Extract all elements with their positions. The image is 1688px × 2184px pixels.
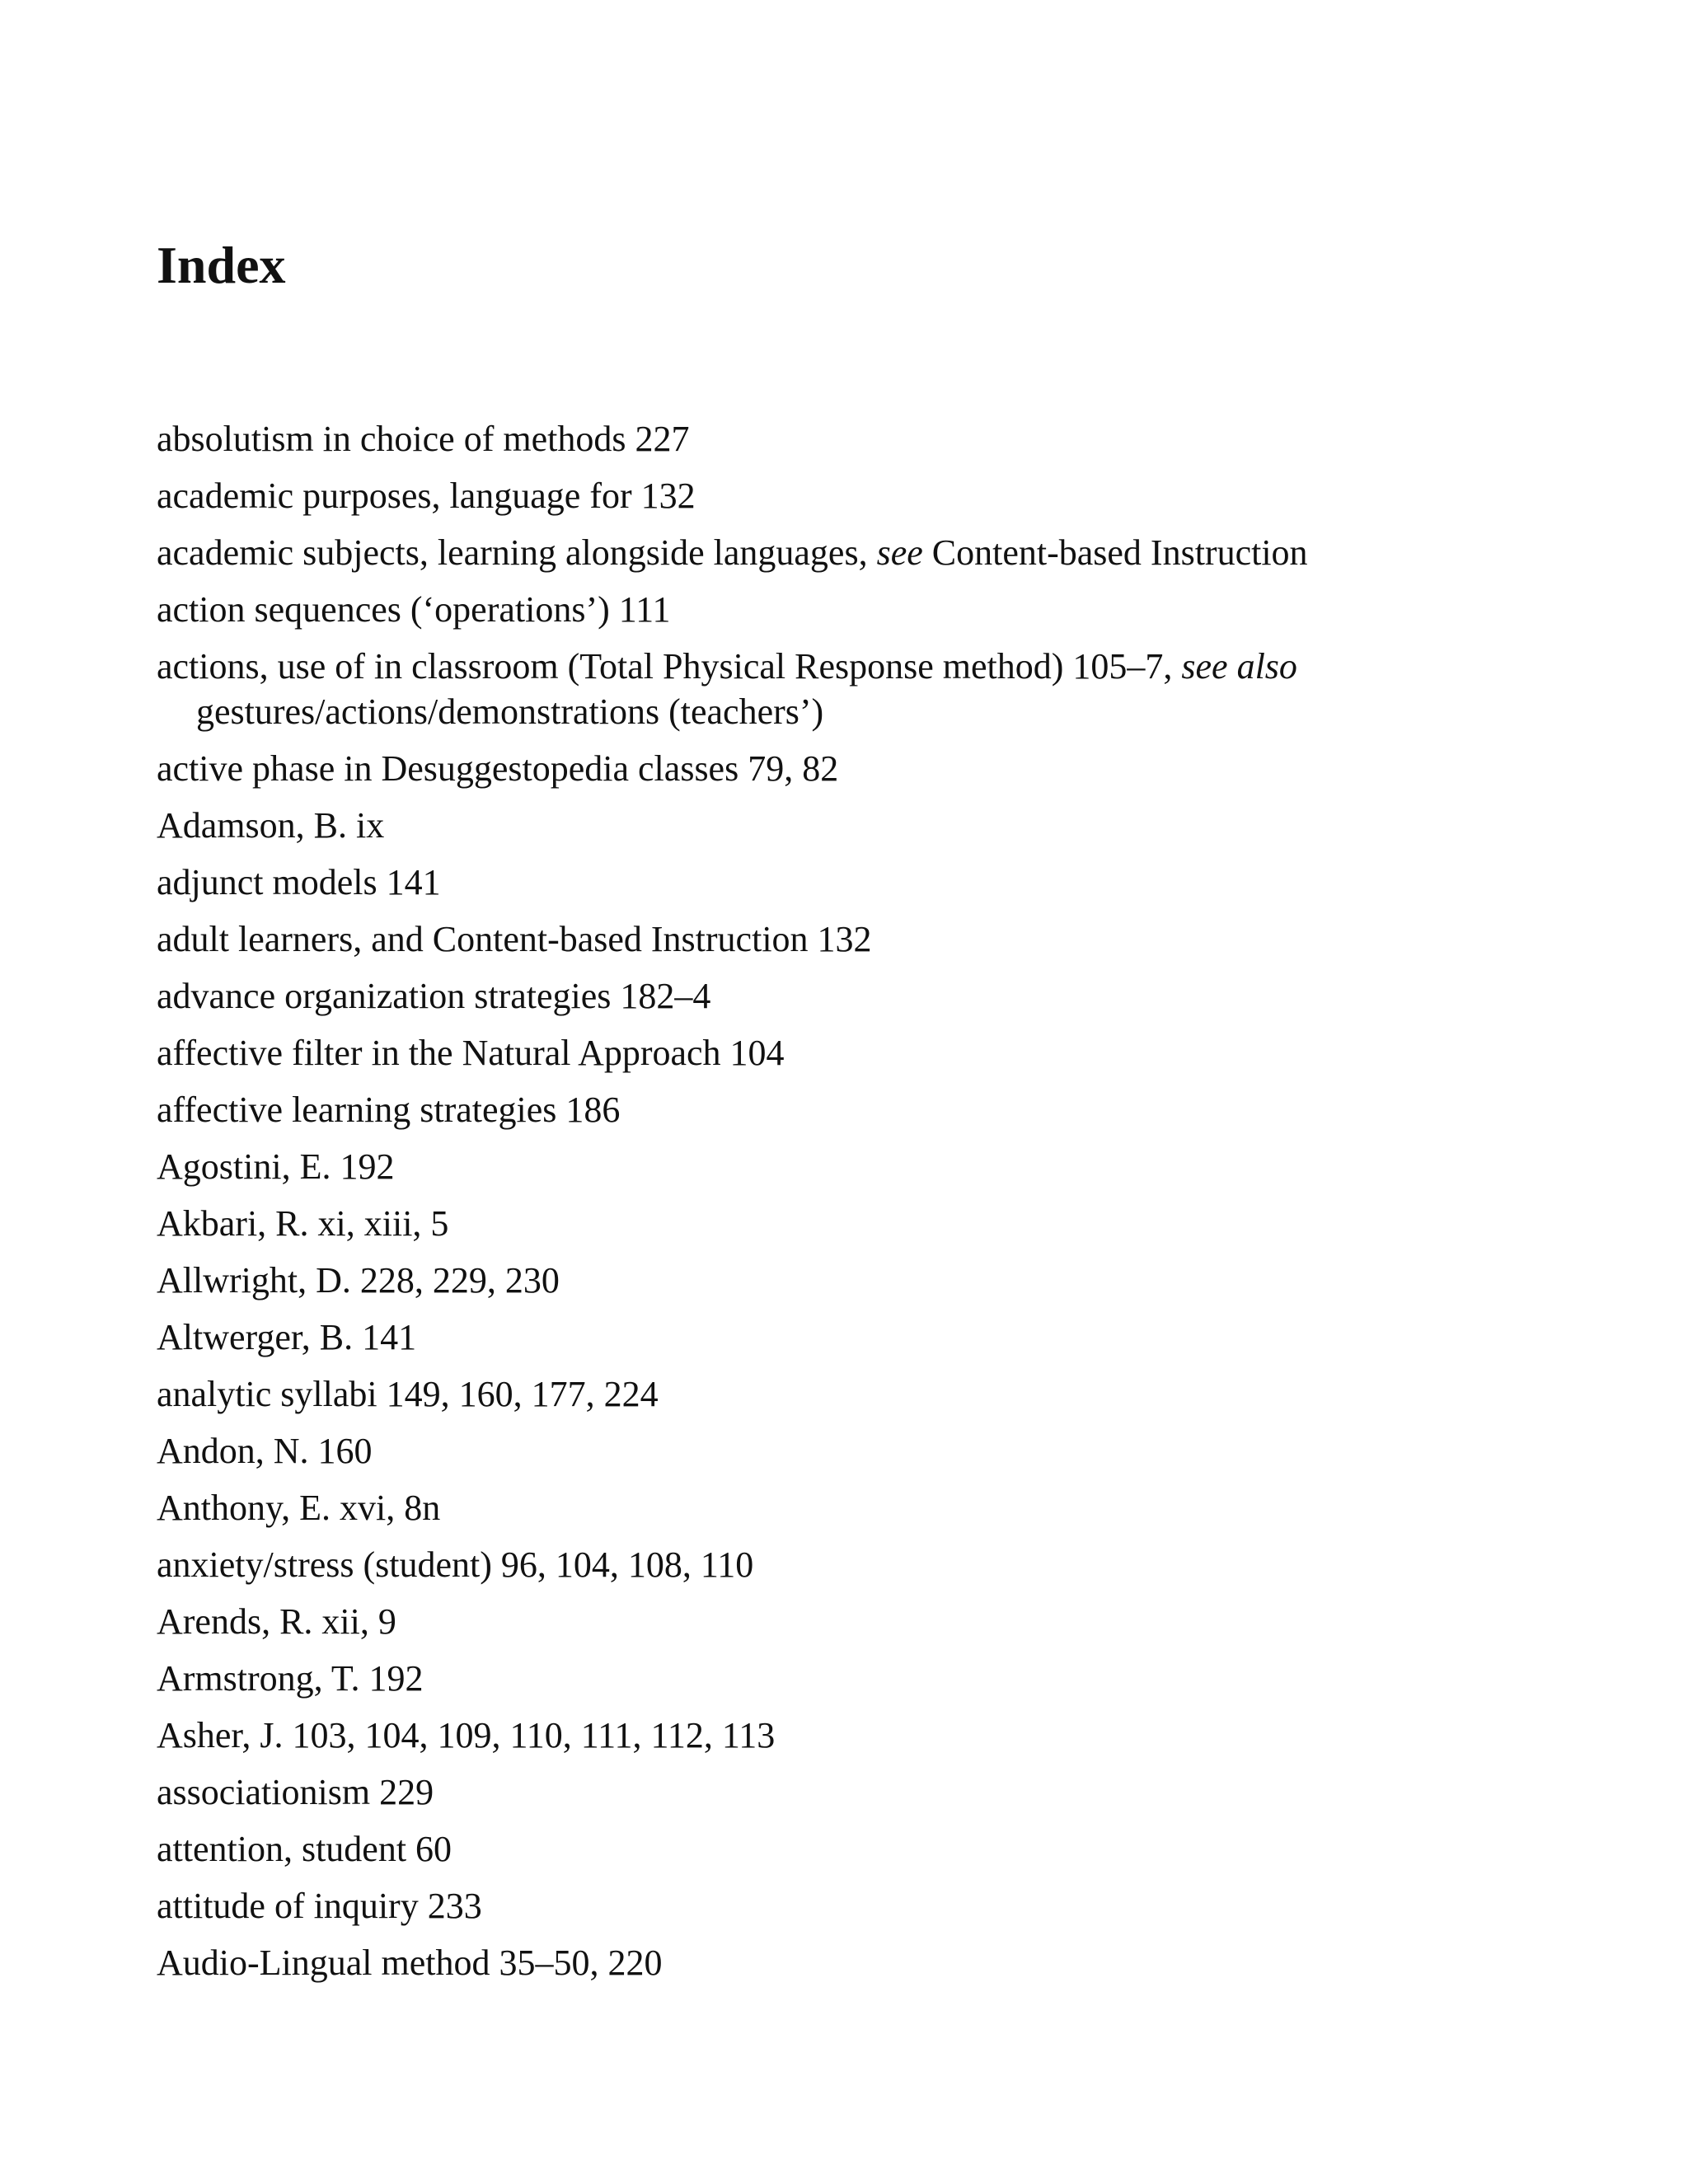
index-entry [157, 1769, 1657, 1815]
index-entry [157, 1087, 1657, 1132]
entry-text: analytic syllabi 149, 160, 177, 224 [157, 1374, 659, 1414]
entry-text: Altwerger, B. 141 [157, 1317, 417, 1357]
entry-text: associationism 229 [157, 1772, 434, 1812]
entry-text: adjunct models 141 [157, 862, 441, 902]
entry-cross-reference: see [876, 532, 923, 573]
index-entry [157, 644, 1657, 734]
entry-text: Anthony, E. xvi, 8n [157, 1488, 441, 1528]
entry-text: actions, use of in classroom (Total Physical Response method) 105–7, [157, 646, 1182, 687]
entry-text: Adamson, B. ix [157, 805, 385, 846]
index-entry [157, 1144, 1657, 1189]
index-entry [157, 1371, 1657, 1417]
index-entry [157, 587, 1657, 632]
entry-text: Armstrong, T. 192 [157, 1658, 424, 1699]
entry-text: Agostini, E. 192 [157, 1146, 395, 1187]
entry-text: Akbari, R. xi, xiii, 5 [157, 1203, 449, 1244]
entry-cross-reference: see also [1181, 646, 1297, 687]
entry-text: Arends, R. xii, 9 [157, 1601, 396, 1642]
entry-text: adult learners, and Content-based Instruction 132 [157, 919, 872, 959]
entry-text: absolutism in choice of methods 227 [157, 419, 690, 459]
entry-text: action sequences (‘operations’) 111 [157, 589, 671, 630]
index-entry-list [157, 416, 1657, 1997]
index-entry [157, 1201, 1657, 1246]
index-entry [157, 916, 1657, 962]
index-entry [157, 1485, 1657, 1530]
entry-text: advance organization strategies 182–4 [157, 976, 711, 1016]
index-entry [157, 1713, 1657, 1758]
index-entry [157, 860, 1657, 905]
entry-text: attention, student 60 [157, 1829, 452, 1869]
entry-text: Asher, J. 103, 104, 109, 110, 111, 112, 113 [157, 1715, 776, 1755]
index-entry [157, 473, 1657, 518]
index-entry [157, 530, 1657, 575]
entry-text: academic subjects, learning alongside languages, [157, 532, 877, 573]
index-entry [157, 416, 1657, 462]
entry-cross-reference-target: Content-based Instruction [922, 532, 1308, 573]
index-entry [157, 1030, 1657, 1076]
index-entry [157, 1599, 1657, 1644]
entry-text: affective filter in the Natural Approach 104 [157, 1033, 785, 1073]
entry-text: Allwright, D. 228, 229, 230 [157, 1260, 560, 1301]
index-entry [157, 1428, 1657, 1474]
entry-cross-reference-target: gestures/actions/demonstrations (teachers’) [196, 691, 824, 732]
entry-text: academic purposes, language for 132 [157, 476, 696, 516]
index-entry [157, 746, 1657, 791]
entry-text: Audio-Lingual method 35–50, 220 [157, 1943, 663, 1983]
entry-text: anxiety/stress (student) 96, 104, 108, 110 [157, 1544, 754, 1585]
index-entry [157, 1315, 1657, 1360]
entry-text: affective learning strategies 186 [157, 1090, 621, 1130]
index-entry [157, 1542, 1657, 1587]
page-title: Index [157, 236, 286, 294]
entry-text: Andon, N. 160 [157, 1431, 373, 1471]
index-entry [157, 1940, 1657, 1985]
index-entry [157, 1656, 1657, 1701]
entry-text: active phase in Desuggestopedia classes 79, 82 [157, 748, 839, 789]
entry-text: attitude of inquiry 233 [157, 1886, 482, 1926]
index-entry [157, 1883, 1657, 1929]
index-entry [157, 973, 1657, 1019]
index-entry [157, 1258, 1657, 1303]
index-entry [157, 803, 1657, 848]
index-entry [157, 1826, 1657, 1872]
